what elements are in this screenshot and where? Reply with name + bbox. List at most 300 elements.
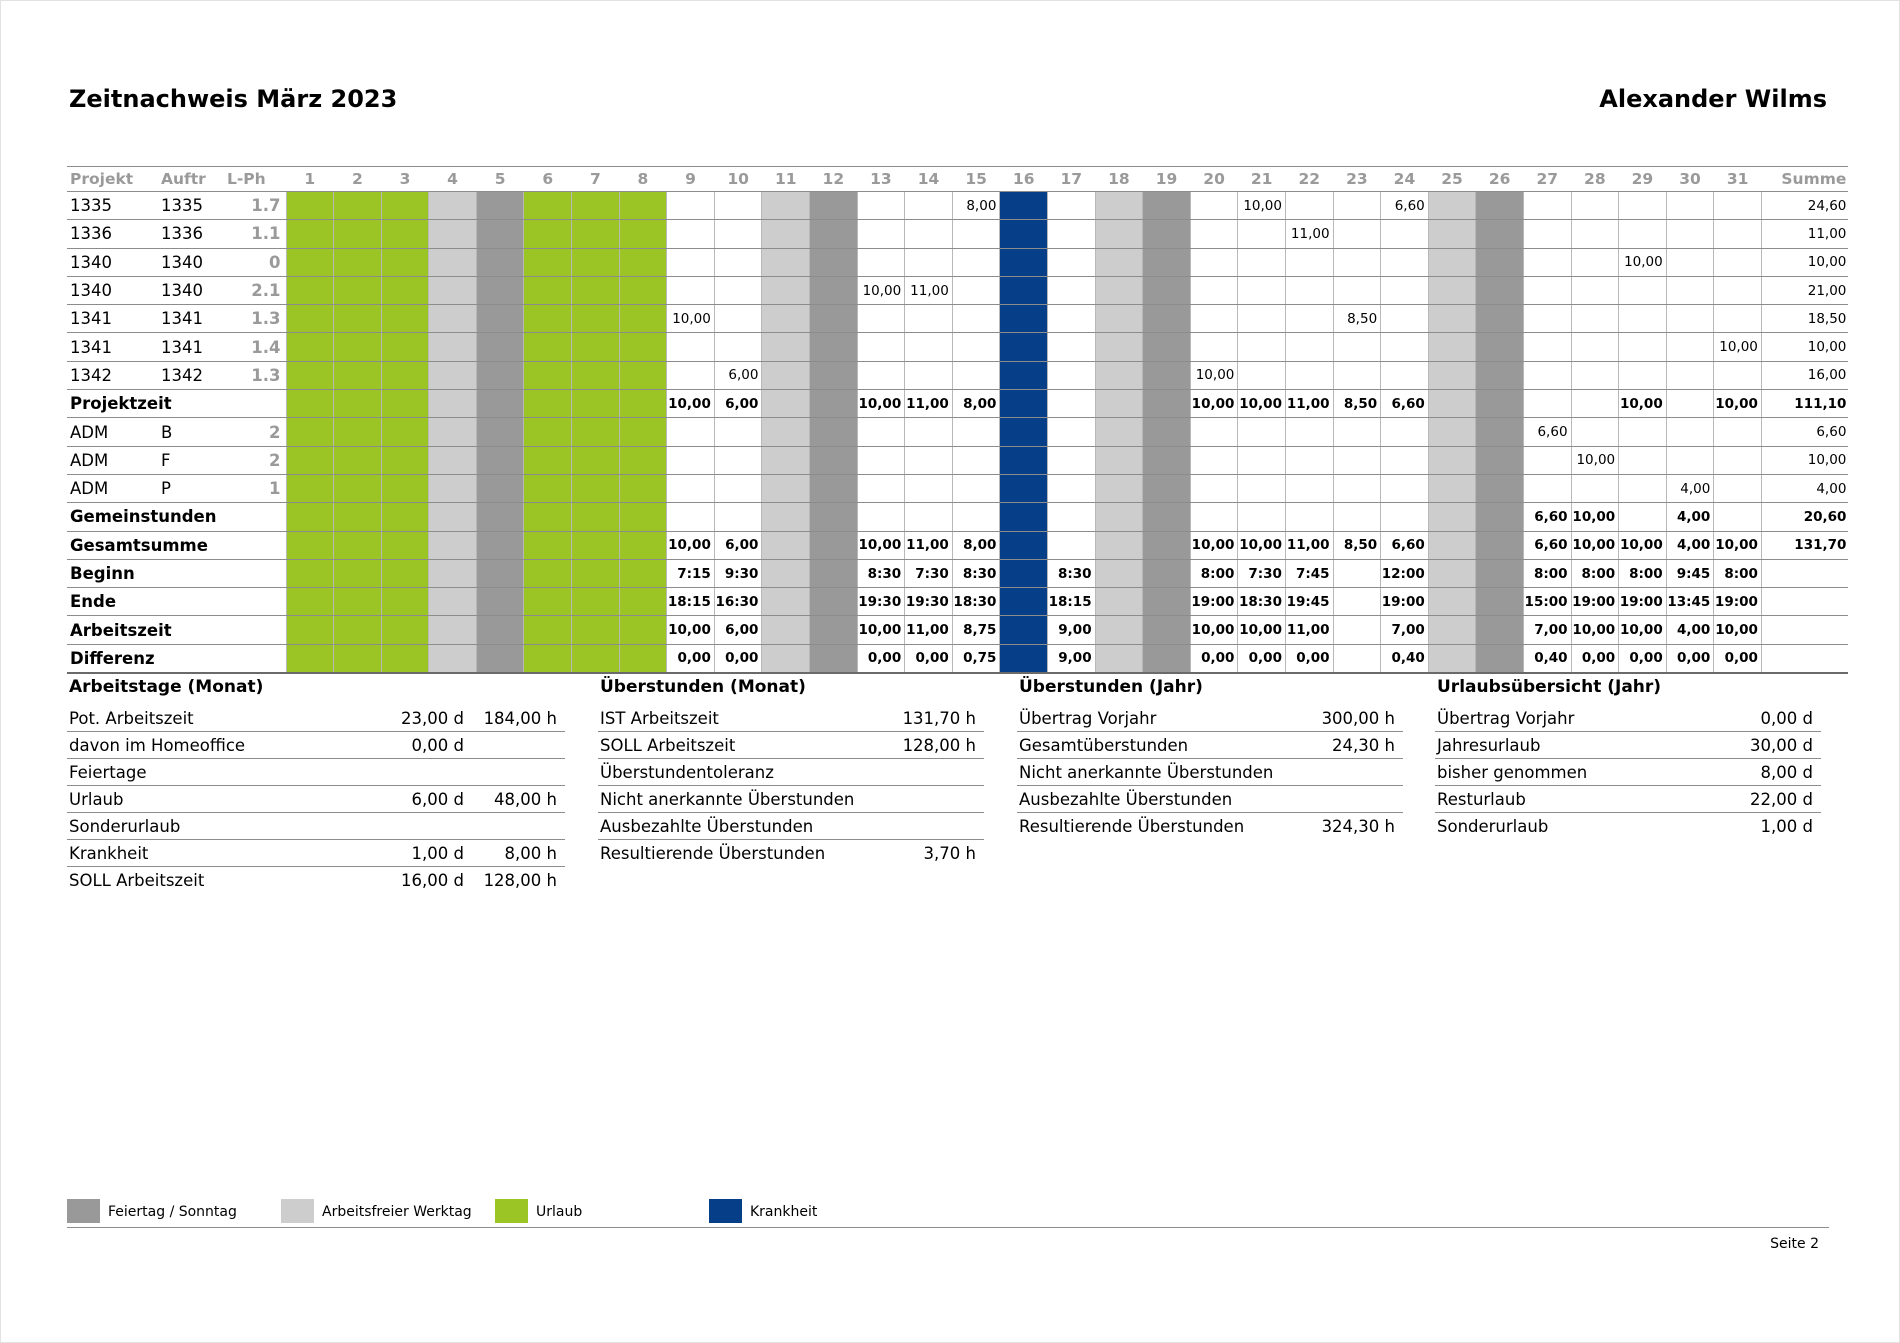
- day-cell: [1619, 220, 1667, 248]
- day-cell: [476, 446, 524, 474]
- day-cell: 9,00: [1048, 616, 1096, 644]
- summary-row: [67, 705, 565, 732]
- day-cell: [1619, 192, 1667, 220]
- day-cell: [1333, 248, 1381, 276]
- day-cell: [429, 305, 477, 333]
- day-cell: [810, 474, 858, 502]
- order-cell: 1341: [158, 305, 224, 333]
- day-cell: [1476, 276, 1524, 304]
- day-cell: [905, 333, 953, 361]
- day-cell: [857, 192, 905, 220]
- sum-cell: 111,10: [1761, 390, 1848, 418]
- day-cell: [1000, 531, 1048, 559]
- summary-value: 16,00 d: [401, 870, 464, 890]
- summary-label: SOLL Arbeitszeit: [69, 870, 205, 890]
- day-cell: 0,00: [1190, 644, 1238, 673]
- day-cell: [334, 220, 382, 248]
- day-cell: [381, 559, 429, 587]
- day-cell: 8,50: [1333, 305, 1381, 333]
- order-cell: 1336: [158, 220, 224, 248]
- day-cell: [1571, 220, 1619, 248]
- total-row: [67, 588, 1848, 616]
- day-cell: [905, 418, 953, 446]
- day-cell: [667, 474, 715, 502]
- day-cell: [762, 616, 810, 644]
- day-cell: [1476, 305, 1524, 333]
- day-cell: [334, 333, 382, 361]
- summary-row: [1017, 732, 1403, 759]
- day-cell: [524, 418, 572, 446]
- summary-row: [67, 813, 565, 840]
- day-cell: [1143, 559, 1191, 587]
- day-cell: [1000, 192, 1048, 220]
- day-cell: [1619, 305, 1667, 333]
- day-cell: 7,00: [1523, 616, 1571, 644]
- day-cell: 4,00: [1666, 503, 1714, 531]
- project-cell: 1341: [67, 305, 158, 333]
- day-cell: 10,00: [1238, 390, 1286, 418]
- day-cell: [476, 333, 524, 361]
- day-cell: [381, 616, 429, 644]
- day-cell: [762, 418, 810, 446]
- column-header: 6: [524, 167, 572, 192]
- day-cell: [1571, 390, 1619, 418]
- summary-label: Resultierende Überstunden: [1019, 816, 1245, 836]
- summary-value: 131,70 h: [888, 705, 984, 732]
- day-cell: [762, 474, 810, 502]
- day-cell: [381, 192, 429, 220]
- day-cell: 19:00: [1619, 588, 1667, 616]
- project-cell: ADM: [67, 474, 158, 502]
- day-cell: [572, 474, 620, 502]
- day-cell: [1095, 361, 1143, 389]
- day-cell: [429, 248, 477, 276]
- summary-label: Übertrag Vorjahr: [1435, 705, 1725, 732]
- day-cell: [1571, 418, 1619, 446]
- day-cell: [1714, 503, 1762, 531]
- day-cell: 8,00: [952, 192, 1000, 220]
- summary-label: Ausbezahlte Überstunden: [1017, 786, 1307, 813]
- day-cell: [381, 418, 429, 446]
- day-cell: [1714, 446, 1762, 474]
- day-cell: [857, 220, 905, 248]
- day-cell: [476, 361, 524, 389]
- project-row: [67, 446, 1848, 474]
- day-cell: [714, 333, 762, 361]
- day-cell: 0,00: [1571, 644, 1619, 673]
- day-cell: [429, 531, 477, 559]
- day-cell: 10,00: [1619, 531, 1667, 559]
- day-cell: 18:30: [952, 588, 1000, 616]
- day-cell: 10,00: [1619, 248, 1667, 276]
- day-cell: 0,00: [1285, 644, 1333, 673]
- day-cell: [1000, 588, 1048, 616]
- day-cell: [476, 503, 524, 531]
- day-cell: [857, 446, 905, 474]
- day-cell: [429, 446, 477, 474]
- column-header: 16: [1000, 167, 1048, 192]
- day-cell: [1428, 390, 1476, 418]
- day-cell: [1714, 305, 1762, 333]
- day-cell: 11,00: [1285, 220, 1333, 248]
- day-cell: [714, 503, 762, 531]
- summary-value: 23,00 d: [387, 705, 472, 732]
- day-cell: [1428, 531, 1476, 559]
- day-cell: [1666, 390, 1714, 418]
- day-cell: [1095, 644, 1143, 673]
- day-cell: [1619, 474, 1667, 502]
- day-cell: [572, 559, 620, 587]
- column-header: 5: [476, 167, 524, 192]
- column-header: 10: [714, 167, 762, 192]
- day-cell: [286, 503, 334, 531]
- day-cell: [1000, 276, 1048, 304]
- summary-row: [1017, 813, 1403, 840]
- day-cell: [1000, 220, 1048, 248]
- day-cell: [429, 220, 477, 248]
- day-cell: [1190, 248, 1238, 276]
- legend-label: Krankheit: [750, 1204, 818, 1220]
- column-header: 25: [1428, 167, 1476, 192]
- summary-arbeitstage: [67, 675, 565, 893]
- day-cell: 4,00: [1666, 474, 1714, 502]
- day-cell: [810, 644, 858, 673]
- day-cell: 8,50: [1333, 531, 1381, 559]
- summary-urlaub: [1435, 675, 1821, 839]
- day-cell: [1238, 503, 1286, 531]
- day-cell: [1333, 418, 1381, 446]
- day-cell: [1143, 616, 1191, 644]
- day-cell: 10,00: [857, 531, 905, 559]
- summary-value-hours: [472, 813, 565, 840]
- day-cell: [762, 248, 810, 276]
- day-cell: [334, 248, 382, 276]
- order-cell: B: [158, 418, 224, 446]
- day-cell: [714, 276, 762, 304]
- project-cell: ADM: [67, 446, 158, 474]
- day-cell: 8:00: [1523, 559, 1571, 587]
- column-header: 1: [286, 167, 334, 192]
- day-cell: [1143, 446, 1191, 474]
- summary-label: Ausbezahlte Überstunden: [598, 813, 888, 840]
- day-cell: [857, 418, 905, 446]
- summary-row: [67, 759, 565, 786]
- day-cell: [1428, 333, 1476, 361]
- day-cell: [476, 305, 524, 333]
- day-cell: [334, 361, 382, 389]
- day-cell: 10,00: [667, 531, 715, 559]
- phase-cell: 1.4: [224, 333, 286, 361]
- day-cell: 0,00: [1238, 644, 1286, 673]
- summary-ueberstunden-jahr: [1017, 675, 1403, 839]
- summary-label: Krankheit: [67, 840, 387, 867]
- summary-value: 0,00 d: [387, 732, 472, 759]
- day-cell: 10,00: [857, 276, 905, 304]
- day-cell: [1523, 248, 1571, 276]
- day-cell: [334, 446, 382, 474]
- day-cell: 6,60: [1523, 418, 1571, 446]
- day-cell: [1428, 559, 1476, 587]
- day-cell: [286, 559, 334, 587]
- summary-value-hours: 184,00 h: [472, 705, 565, 732]
- summary-row: [1017, 759, 1403, 786]
- row-label: Arbeitszeit: [67, 616, 286, 644]
- phase-cell: 2.1: [224, 276, 286, 304]
- day-cell: 10,00: [1238, 616, 1286, 644]
- day-cell: [1095, 616, 1143, 644]
- day-cell: [381, 276, 429, 304]
- sum-cell: 20,60: [1761, 503, 1848, 531]
- day-cell: [1714, 248, 1762, 276]
- row-label: Differenz: [67, 644, 286, 673]
- day-cell: [476, 474, 524, 502]
- summary-row: [598, 705, 984, 732]
- day-cell: [667, 333, 715, 361]
- day-cell: [524, 446, 572, 474]
- project-cell: 1340: [67, 248, 158, 276]
- day-cell: [1619, 418, 1667, 446]
- day-cell: [1571, 474, 1619, 502]
- day-cell: [1714, 474, 1762, 502]
- project-row: [67, 418, 1848, 446]
- phase-cell: 2: [224, 418, 286, 446]
- day-cell: [334, 418, 382, 446]
- day-cell: [1095, 390, 1143, 418]
- day-cell: 10,00: [1190, 531, 1238, 559]
- day-cell: [714, 248, 762, 276]
- summary-value: 0,00 d: [1725, 705, 1821, 732]
- day-cell: [1476, 644, 1524, 673]
- day-cell: [1238, 474, 1286, 502]
- day-cell: 0,00: [857, 644, 905, 673]
- day-cell: [905, 192, 953, 220]
- day-cell: [1048, 446, 1096, 474]
- summary-value-hours: [472, 732, 565, 759]
- day-cell: [952, 446, 1000, 474]
- column-header: 11: [762, 167, 810, 192]
- day-cell: [1285, 192, 1333, 220]
- day-cell: [1666, 446, 1714, 474]
- day-cell: 11,00: [905, 531, 953, 559]
- day-cell: [619, 305, 667, 333]
- day-cell: [1571, 276, 1619, 304]
- grid-header-row: [67, 167, 1848, 192]
- sum-cell: 18,50: [1761, 305, 1848, 333]
- column-header: 14: [905, 167, 953, 192]
- project-cell: 1341: [67, 333, 158, 361]
- summary-value: 1,00 d: [1760, 816, 1813, 836]
- legend-label: Arbeitsfreier Werktag: [322, 1204, 472, 1220]
- summary-row: [1435, 759, 1821, 786]
- day-cell: 8:30: [952, 559, 1000, 587]
- day-cell: [714, 220, 762, 248]
- day-cell: 10,00: [1190, 616, 1238, 644]
- day-cell: [952, 418, 1000, 446]
- day-cell: 10,00: [1238, 192, 1286, 220]
- summary-title: Arbeitstage (Monat): [69, 677, 264, 697]
- summary-label: Gesamtüberstunden: [1017, 732, 1307, 759]
- day-cell: [1428, 644, 1476, 673]
- day-cell: 13:45: [1666, 588, 1714, 616]
- column-header: 27: [1523, 167, 1571, 192]
- day-cell: 8:00: [1714, 559, 1762, 587]
- day-cell: [476, 192, 524, 220]
- day-cell: [1381, 418, 1429, 446]
- day-cell: [286, 333, 334, 361]
- day-cell: [524, 390, 572, 418]
- day-cell: [1571, 248, 1619, 276]
- day-cell: [762, 333, 810, 361]
- phase-cell: 1.7: [224, 192, 286, 220]
- day-cell: [810, 248, 858, 276]
- day-cell: 9:30: [714, 559, 762, 587]
- day-cell: [857, 333, 905, 361]
- day-cell: [381, 474, 429, 502]
- day-cell: [1666, 305, 1714, 333]
- day-cell: [762, 644, 810, 673]
- day-cell: [1476, 531, 1524, 559]
- day-cell: [429, 418, 477, 446]
- day-cell: [619, 220, 667, 248]
- project-row: [67, 276, 1848, 304]
- day-cell: [429, 503, 477, 531]
- day-cell: [1476, 192, 1524, 220]
- summary-table: [598, 705, 984, 866]
- column-header: 21: [1238, 167, 1286, 192]
- day-cell: [1143, 276, 1191, 304]
- day-cell: [429, 276, 477, 304]
- day-cell: [1523, 305, 1571, 333]
- day-cell: [810, 333, 858, 361]
- day-cell: [381, 446, 429, 474]
- day-cell: 7:30: [905, 559, 953, 587]
- column-header: 31: [1714, 167, 1762, 192]
- project-row: [67, 361, 1848, 389]
- day-cell: [1095, 418, 1143, 446]
- column-header: 3: [381, 167, 429, 192]
- day-cell: [1048, 333, 1096, 361]
- day-cell: [1285, 248, 1333, 276]
- total-row: [67, 644, 1848, 673]
- summary-value: 6,00 d: [387, 786, 472, 813]
- day-cell: [1428, 248, 1476, 276]
- project-cell: 1342: [67, 361, 158, 389]
- day-cell: 19:00: [1190, 588, 1238, 616]
- day-cell: [810, 588, 858, 616]
- sum-cell: 10,00: [1761, 333, 1848, 361]
- day-cell: [1333, 361, 1381, 389]
- day-cell: 6,60: [1523, 503, 1571, 531]
- day-cell: [1095, 446, 1143, 474]
- order-cell: P: [158, 474, 224, 502]
- row-label: Ende: [67, 588, 286, 616]
- day-cell: [1000, 503, 1048, 531]
- day-cell: [286, 616, 334, 644]
- day-cell: [1143, 192, 1191, 220]
- day-cell: 18:30: [1238, 588, 1286, 616]
- day-cell: [1476, 418, 1524, 446]
- day-cell: [1285, 333, 1333, 361]
- day-cell: [334, 616, 382, 644]
- day-cell: [524, 616, 572, 644]
- day-cell: [762, 276, 810, 304]
- project-row: [67, 305, 1848, 333]
- day-cell: [1000, 248, 1048, 276]
- summary-label: Überstundentoleranz: [598, 759, 888, 786]
- day-cell: [334, 559, 382, 587]
- summary-value-hours: 128,00 h: [483, 870, 557, 890]
- day-cell: [286, 418, 334, 446]
- day-cell: [762, 192, 810, 220]
- day-cell: 10,00: [1571, 616, 1619, 644]
- phase-cell: 1: [224, 474, 286, 502]
- day-cell: [429, 390, 477, 418]
- summary-row: [598, 813, 984, 840]
- day-cell: [1000, 418, 1048, 446]
- day-cell: [1238, 276, 1286, 304]
- day-cell: [762, 503, 810, 531]
- page-number: Seite 2: [1770, 1236, 1819, 1252]
- summary-label: Resturlaub: [1435, 786, 1725, 813]
- day-cell: [334, 531, 382, 559]
- day-cell: [572, 644, 620, 673]
- day-cell: [1143, 418, 1191, 446]
- total-row: [67, 503, 1848, 531]
- day-cell: 10,00: [1238, 531, 1286, 559]
- day-cell: [572, 446, 620, 474]
- day-cell: 15:00: [1523, 588, 1571, 616]
- day-cell: [381, 390, 429, 418]
- order-cell: 1342: [158, 361, 224, 389]
- day-cell: [1333, 474, 1381, 502]
- day-cell: [810, 559, 858, 587]
- summary-label: bisher genommen: [1435, 759, 1725, 786]
- total-row: [67, 616, 1848, 644]
- day-cell: [667, 446, 715, 474]
- day-cell: [1333, 220, 1381, 248]
- day-cell: [1523, 446, 1571, 474]
- day-cell: [1143, 248, 1191, 276]
- summary-value-hours: 48,00 h: [472, 786, 565, 813]
- day-cell: [1333, 276, 1381, 304]
- day-cell: [1143, 305, 1191, 333]
- page-title: Zeitnachweis März 2023: [69, 85, 398, 113]
- day-cell: [810, 305, 858, 333]
- day-cell: [1095, 588, 1143, 616]
- day-cell: [1000, 644, 1048, 673]
- day-cell: [1095, 531, 1143, 559]
- column-header: 8: [619, 167, 667, 192]
- summary-title: Urlaubsübersicht (Jahr): [1437, 677, 1662, 697]
- day-cell: [810, 446, 858, 474]
- day-cell: 0,00: [714, 644, 762, 673]
- day-cell: 8:30: [857, 559, 905, 587]
- summary-ueberstunden-monat: [598, 675, 984, 866]
- summary-value: [387, 759, 472, 786]
- day-cell: [714, 474, 762, 502]
- day-cell: [762, 361, 810, 389]
- day-cell: [1476, 220, 1524, 248]
- day-cell: [1048, 390, 1096, 418]
- summary-label: Resultierende Überstunden: [600, 843, 826, 863]
- summary-label: Urlaub: [67, 786, 387, 813]
- day-cell: [810, 220, 858, 248]
- day-cell: [524, 248, 572, 276]
- summary-row: [1017, 705, 1403, 732]
- day-cell: 19:30: [857, 588, 905, 616]
- day-cell: [905, 305, 953, 333]
- day-cell: [476, 588, 524, 616]
